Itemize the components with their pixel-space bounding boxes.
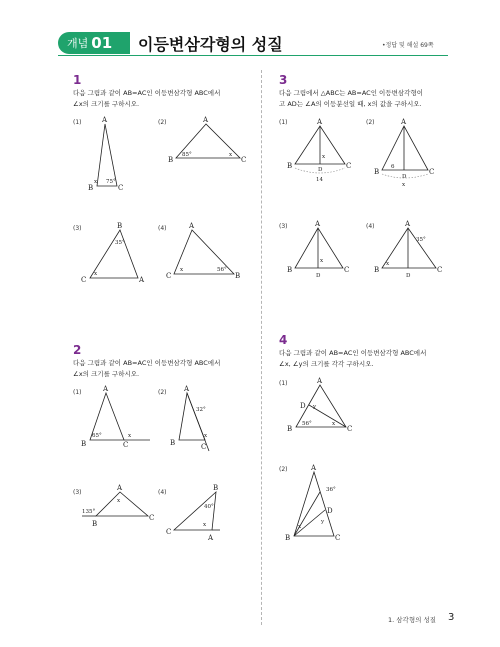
problem-3-line1: 다음 그림에서 △ABC는 AB=AC인 이등변삼각형이 bbox=[279, 89, 424, 97]
p1f1-label-a: A bbox=[102, 116, 108, 124]
p3f3-label-a: A bbox=[315, 220, 321, 228]
problem-1-text bbox=[73, 88, 220, 110]
p2f3-label-x: x bbox=[117, 498, 121, 504]
p3f4-label-c: C bbox=[437, 266, 443, 274]
problem-2-line2: ∠x의 크기를 구하시오. bbox=[73, 370, 140, 378]
p2f2-label-x: x bbox=[204, 433, 208, 439]
p1f3-label-c: C bbox=[81, 276, 87, 284]
p4-sub-1: (1) bbox=[279, 380, 288, 387]
problem-1-number: 1 bbox=[73, 73, 82, 87]
p3f4-angle: 35° bbox=[416, 237, 426, 243]
p1f2-label-a: A bbox=[203, 116, 209, 124]
p1f3-label-x: x bbox=[94, 271, 98, 277]
p1f2-label-b: B bbox=[168, 156, 174, 164]
p2f1-label-x: x bbox=[128, 433, 132, 439]
p2f3-label-b: B bbox=[92, 520, 98, 528]
p3-figure-3 bbox=[285, 220, 355, 285]
p2f2-label-c: C bbox=[201, 443, 207, 451]
p2f1-label-c: C bbox=[123, 441, 129, 449]
problem-3-text bbox=[279, 88, 423, 110]
p1f4-label-a: A bbox=[189, 222, 195, 230]
problem-2-number: 2 bbox=[73, 343, 82, 357]
p3f2-label-a: A bbox=[401, 118, 407, 126]
p3-figure-2 bbox=[370, 118, 440, 188]
badge-label: 개념 bbox=[67, 37, 89, 50]
p1-figure-3 bbox=[80, 222, 150, 287]
p3f1-label-a: A bbox=[317, 118, 323, 126]
p3-sub-1: (1) bbox=[279, 119, 288, 126]
problem-4-text bbox=[279, 348, 426, 370]
problem-2-text bbox=[73, 358, 220, 380]
p2f4-label-b: B bbox=[213, 484, 219, 492]
page-number: 3 bbox=[448, 612, 455, 623]
p3f1-length: 14 bbox=[316, 177, 323, 183]
p1-sub-2: (2) bbox=[158, 119, 167, 126]
p4f2-label-x: x bbox=[298, 524, 302, 530]
p2-figure-3 bbox=[78, 484, 168, 534]
p3f4-label-x: x bbox=[386, 261, 390, 267]
p1-sub-1: (1) bbox=[73, 119, 82, 126]
p2f1-label-b: B bbox=[81, 440, 87, 448]
p4f1-label-d: D bbox=[300, 402, 306, 410]
p4f2-label-a: A bbox=[311, 464, 317, 472]
p4-sub-2: (2) bbox=[279, 466, 288, 473]
p2f4-angle: 40° bbox=[204, 504, 214, 510]
badge-number: 01 bbox=[91, 34, 113, 52]
p3f2-label-x: x bbox=[402, 182, 406, 188]
p1f4-angle: 56° bbox=[217, 267, 227, 273]
problem-3-number: 3 bbox=[279, 73, 288, 87]
p1-figure-4 bbox=[166, 222, 246, 282]
p3f2-label-c: C bbox=[429, 168, 435, 176]
footer-chapter: 1. 삼각형의 성질 bbox=[388, 616, 437, 624]
p2f3-label-a: A bbox=[117, 484, 123, 492]
p3f1-label-b: B bbox=[287, 162, 293, 170]
p1f3-angle: 35° bbox=[115, 240, 125, 246]
p1f1-angle: 75° bbox=[106, 179, 116, 185]
problem-3-line2: 고 AD는 ∠A의 이등분선일 때, x의 값을 구하시오. bbox=[279, 100, 422, 108]
p1-figure-1 bbox=[85, 118, 135, 193]
p3-figure-4 bbox=[372, 220, 452, 285]
p4f1-angle: 56° bbox=[302, 421, 312, 427]
p2f4-label-c: C bbox=[166, 528, 172, 536]
p2-figure-4 bbox=[166, 484, 246, 544]
p4f1-label-y: y bbox=[313, 404, 317, 410]
p1f4-label-x: x bbox=[180, 267, 184, 273]
p4f2-angle: 36° bbox=[326, 487, 336, 493]
p1f2-label-x: x bbox=[229, 152, 233, 158]
page-title: 이등변삼각형의 성질 bbox=[138, 35, 283, 54]
p1f4-label-c: C bbox=[166, 272, 172, 280]
column-divider bbox=[261, 70, 262, 625]
p1f4-label-b: B bbox=[235, 272, 241, 280]
p2f1-angle: 65° bbox=[92, 433, 102, 439]
p3f3-label-x: x bbox=[320, 258, 324, 264]
p3f1-label-x: x bbox=[322, 154, 326, 160]
p2f2-label-b: B bbox=[170, 439, 176, 447]
p2f2-label-a: A bbox=[184, 385, 190, 393]
problem-4-line1: 다음 그림과 같이 AB=AC인 이등변삼각형 ABC에서 bbox=[279, 349, 427, 357]
p1f2-angle: 85° bbox=[182, 152, 192, 158]
p3f2-label-b: B bbox=[374, 168, 380, 176]
p4-figure-1 bbox=[284, 377, 364, 442]
p2f4-label-x: x bbox=[203, 522, 207, 528]
p2-figure-1 bbox=[78, 385, 168, 450]
p1f3-label-b: B bbox=[117, 222, 123, 230]
p4f2-label-d: D bbox=[327, 507, 333, 515]
p3-sub-2: (2) bbox=[366, 119, 375, 126]
problem-1-line2: ∠x의 크기를 구하시오. bbox=[73, 100, 140, 108]
p4f1-label-a: A bbox=[317, 377, 323, 385]
answer-reference: •정답 및 해설 69쪽 bbox=[382, 42, 434, 49]
p1f2-label-c: C bbox=[241, 156, 247, 164]
p2f2-angle: 32° bbox=[196, 407, 206, 413]
p3-sub-4: (4) bbox=[366, 223, 375, 230]
p2-sub-3: (3) bbox=[73, 489, 82, 496]
p2f4-label-a: A bbox=[208, 534, 214, 542]
p3f3-label-b: B bbox=[287, 266, 293, 274]
p4f1-label-c: C bbox=[347, 425, 353, 433]
p1f1-label-x: x bbox=[94, 179, 98, 185]
p4f2-label-b: B bbox=[285, 534, 291, 542]
p2f3-label-c: C bbox=[149, 514, 155, 522]
p3f4-label-d: D bbox=[406, 273, 411, 279]
p3-figure-1 bbox=[285, 118, 355, 188]
p3f4-label-b: B bbox=[374, 266, 380, 274]
header-badge bbox=[58, 32, 130, 54]
p2-sub-4: (4) bbox=[158, 489, 167, 496]
problem-1-line1: 다음 그림과 같이 AB=AC인 이등변삼각형 ABC에서 bbox=[73, 89, 221, 97]
p2f3-angle: 135° bbox=[82, 509, 96, 515]
p1-figure-2 bbox=[168, 118, 248, 168]
problem-4-number: 4 bbox=[279, 333, 288, 347]
p4f2-label-c: C bbox=[335, 534, 341, 542]
p4-figure-2 bbox=[284, 464, 364, 549]
p2-sub-2: (2) bbox=[158, 389, 167, 396]
p2f1-label-a: A bbox=[103, 385, 109, 393]
p3f3-label-c: C bbox=[344, 266, 350, 274]
p2-sub-1: (1) bbox=[73, 389, 82, 396]
p4f1-label-b: B bbox=[287, 425, 293, 433]
p1f3-label-a: A bbox=[139, 276, 145, 284]
p3f3-label-d: D bbox=[316, 273, 321, 279]
p3f2-length: 6 bbox=[391, 164, 395, 170]
p1-sub-3: (3) bbox=[73, 225, 82, 232]
p3f1-label-c: C bbox=[346, 162, 352, 170]
p1f1-label-c: C bbox=[118, 184, 124, 192]
p1f1-label-b: B bbox=[88, 184, 94, 192]
p3-sub-3: (3) bbox=[279, 223, 288, 230]
p3f2-label-d: D bbox=[402, 174, 407, 180]
header-rule bbox=[58, 55, 448, 56]
p1-sub-4: (4) bbox=[158, 225, 167, 232]
p2-figure-2 bbox=[165, 385, 225, 455]
p3f1-label-d: D bbox=[318, 167, 323, 173]
problem-4-line2: ∠x, ∠y의 크기를 각각 구하시오. bbox=[279, 360, 374, 368]
p4f1-label-x: x bbox=[332, 421, 336, 427]
problem-2-line1: 다음 그림과 같이 AB=AC인 이등변삼각형 ABC에서 bbox=[73, 359, 221, 367]
p3f4-label-a: A bbox=[405, 220, 411, 228]
p4f2-label-y: y bbox=[321, 519, 325, 525]
